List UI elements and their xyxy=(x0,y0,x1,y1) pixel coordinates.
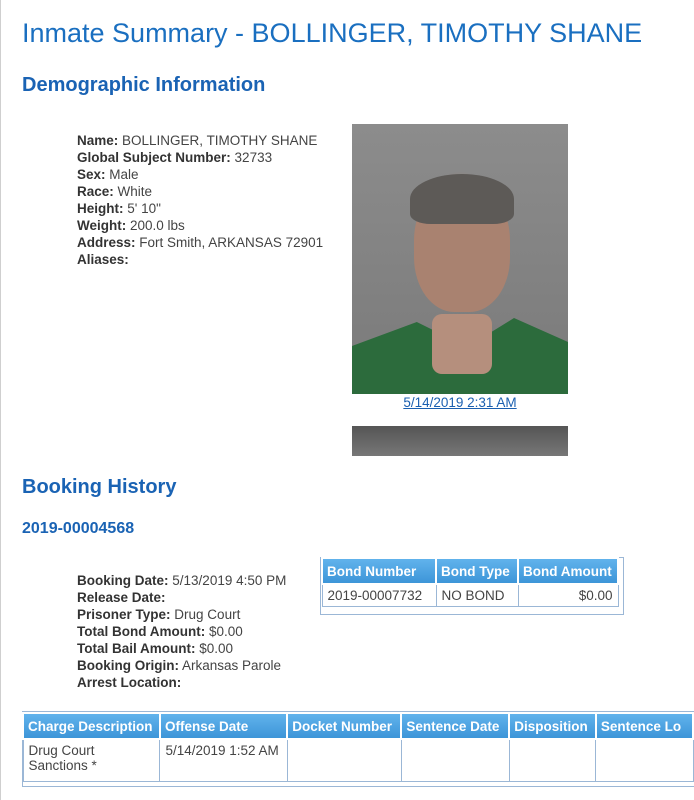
field-total-bail-amount xyxy=(77,640,286,657)
demographic-fields xyxy=(77,132,323,268)
field-label: Booking Origin: xyxy=(77,658,179,673)
field-label: Aliases: xyxy=(77,252,129,267)
field-label: Address: xyxy=(77,235,136,250)
bond-table xyxy=(321,557,619,607)
field-booking-origin xyxy=(77,657,286,674)
secondary-photo xyxy=(352,426,568,456)
field-label: Arrest Location: xyxy=(77,675,182,690)
field-prisoner-type xyxy=(77,606,286,623)
field-value: 5' 10" xyxy=(127,201,161,216)
bond-type-cell: NO BOND xyxy=(436,584,518,607)
field-value: 32733 xyxy=(234,150,273,165)
field-label: Booking Date: xyxy=(77,573,169,588)
field-value: 5/13/2019 4:50 PM xyxy=(172,573,287,588)
bond-number-cell: 2019-00007732 xyxy=(322,584,436,607)
offense-date-cell: 5/14/2019 1:52 AM xyxy=(160,739,287,781)
field-value: BOLLINGER, TIMOTHY SHANE xyxy=(122,133,318,148)
field-value: White xyxy=(117,184,153,199)
field-value: 200.0 lbs xyxy=(130,218,185,233)
bond-table-header xyxy=(322,558,618,584)
charge-description-cell: Drug Court Sanctions * xyxy=(23,739,160,781)
field-label: Race: xyxy=(77,184,114,199)
field-label: Total Bond Amount: xyxy=(77,624,206,639)
field-label: Total Bail Amount: xyxy=(77,641,196,656)
bond-amount-cell: $0.00 xyxy=(518,584,618,607)
field-total-bond-amount xyxy=(77,623,286,640)
field-height xyxy=(77,200,323,217)
field-name xyxy=(77,132,323,149)
sentence-date-cell xyxy=(401,739,509,781)
booking-history-heading: Booking History xyxy=(22,476,177,498)
charges-table xyxy=(22,712,694,782)
charges-table-header xyxy=(23,713,693,739)
charges-header-cell[interactable]: Disposition xyxy=(509,713,596,739)
field-value: Drug Court xyxy=(174,607,241,622)
booking-number: 2019-00004568 xyxy=(22,520,135,537)
table-row xyxy=(322,584,618,607)
field-label: Sex: xyxy=(77,167,106,182)
field-global-subject-number xyxy=(77,149,323,166)
field-label: Weight: xyxy=(77,218,127,233)
charges-header-cell[interactable]: Sentence Date xyxy=(401,713,509,739)
photo-hair xyxy=(410,174,514,224)
field-value: Fort Smith, ARKANSAS 72901 xyxy=(139,235,324,250)
field-address xyxy=(77,234,323,251)
field-sex xyxy=(77,166,323,183)
bond-header-cell[interactable]: Bond Amount xyxy=(518,558,618,584)
field-value: $0.00 xyxy=(208,624,243,639)
charges-header-cell[interactable]: Offense Date xyxy=(160,713,287,739)
sentence-length-cell xyxy=(596,739,693,781)
field-weight xyxy=(77,217,323,234)
field-value: Arkansas Parole xyxy=(182,658,282,673)
field-arrest-location xyxy=(77,674,286,691)
field-label: Name: xyxy=(77,133,119,148)
photo-date-link[interactable]: 5/14/2019 2:31 AM xyxy=(403,395,517,410)
page-title: Inmate Summary - BOLLINGER, TIMOTHY SHANE xyxy=(22,18,643,48)
page-left-border xyxy=(0,0,1,800)
field-label: Height: xyxy=(77,201,124,216)
field-aliases xyxy=(77,251,323,268)
mugshot-photo xyxy=(352,124,568,394)
charges-header-cell[interactable]: Charge Description xyxy=(23,713,160,739)
bond-header-cell[interactable]: Bond Number xyxy=(322,558,436,584)
field-race xyxy=(77,183,323,200)
field-release-date xyxy=(77,589,286,606)
photo-neck xyxy=(432,314,492,374)
disposition-cell xyxy=(509,739,596,781)
field-label: Global Subject Number: xyxy=(77,150,231,165)
charges-header-cell[interactable]: Sentence Lo xyxy=(596,713,693,739)
field-label: Prisoner Type: xyxy=(77,607,171,622)
charges-header-cell[interactable]: Docket Number xyxy=(287,713,401,739)
table-row xyxy=(23,739,693,781)
field-value: $0.00 xyxy=(199,641,234,656)
field-booking-date xyxy=(77,572,286,589)
booking-fields xyxy=(77,572,286,691)
field-label: Release Date: xyxy=(77,590,166,605)
bond-header-cell[interactable]: Bond Type xyxy=(436,558,518,584)
docket-number-cell xyxy=(287,739,401,781)
field-value: Male xyxy=(109,167,139,182)
demographic-heading: Demographic Information xyxy=(22,74,266,96)
